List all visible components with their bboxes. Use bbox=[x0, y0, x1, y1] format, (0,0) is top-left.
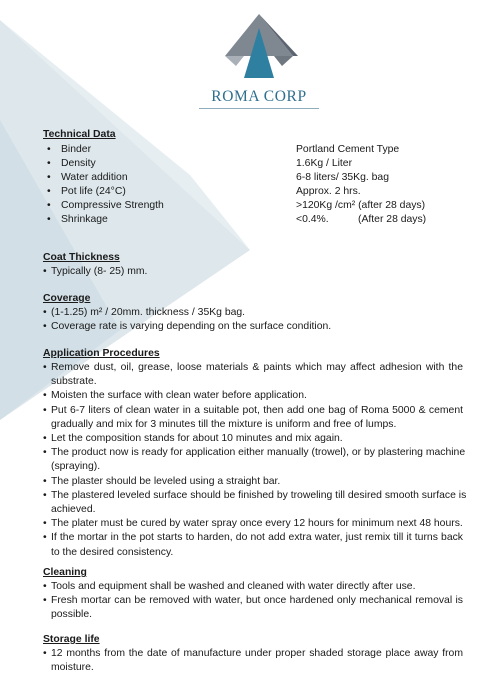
brand-name: ROMA CORP bbox=[211, 88, 307, 105]
list-item-continuation: gradually and mix for 3 minutes till the mixture is uniform and free of lumps. bbox=[51, 418, 397, 430]
bullet-icon: • bbox=[43, 595, 47, 607]
coat-thickness-item: • Typically (8- 25) mm. bbox=[43, 266, 148, 277]
technical-data-values bbox=[296, 143, 426, 227]
bullet-icon: • bbox=[43, 404, 47, 416]
technical-data-properties bbox=[47, 143, 164, 227]
coverage-item: • (1-1.25) m² / 20mm. thickness / 35Kg bag. bbox=[43, 307, 246, 318]
list-item: • Let the composition stands for about 10 minutes and mix again. bbox=[43, 433, 343, 444]
list-item: • Fresh mortar can be removed with water, but once hardened only mechanical removal is bbox=[43, 595, 463, 607]
bullet-icon: • bbox=[47, 158, 51, 169]
technical-data-value: 6-8 liters/ 35Kg. bag bbox=[296, 172, 389, 183]
coverage-item: • Coverage rate is varying depending on the surface condition. bbox=[43, 321, 332, 332]
technical-data-property: • Pot life (24°C) bbox=[47, 186, 126, 197]
technical-data-property: • Density bbox=[47, 158, 96, 169]
technical-data-value: 1.6Kg / Liter bbox=[296, 158, 353, 169]
list-item-continuation: (spraying). bbox=[51, 461, 101, 473]
technical-data-value: <0.4%. (After 28 days) bbox=[296, 214, 427, 225]
bullet-icon: • bbox=[47, 144, 51, 155]
bullet-icon: • bbox=[43, 447, 47, 459]
bullet-icon: • bbox=[47, 172, 51, 183]
technical-data-property: • Binder bbox=[47, 144, 92, 155]
coat-thickness-heading: Coat Thickness bbox=[43, 252, 120, 263]
application-heading: Application Procedures bbox=[43, 348, 160, 359]
storage-heading: Storage life bbox=[43, 634, 100, 645]
technical-data-value: Approx. 2 hrs. bbox=[296, 186, 361, 197]
bullet-icon: • bbox=[47, 200, 51, 211]
list-item: • 12 months from the date of manufacture under proper shaded storage place away from bbox=[43, 648, 463, 659]
list-item-continuation: possible. bbox=[51, 609, 93, 621]
bullet-icon: • bbox=[43, 266, 47, 277]
list-item: • The plastered leveled surface should be finished by troweling till desired smooth surface is bbox=[43, 489, 467, 501]
list-item-continuation: substrate. bbox=[51, 376, 97, 388]
list-item: • Moisten the surface with clean water before application. bbox=[43, 390, 307, 402]
list-item: • If the mortar in the pot starts to harden, do not add extra water, just remix till it turns back bbox=[43, 532, 463, 544]
brand-underline bbox=[199, 108, 319, 109]
technical-data-property: • Shrinkage bbox=[47, 214, 108, 225]
list-item: • Tools and equipment shall be washed and cleaned with water directly after use. bbox=[43, 581, 416, 592]
bullet-icon: • bbox=[43, 321, 47, 332]
technical-data-property: • Compressive Strength bbox=[47, 200, 164, 211]
bullet-icon: • bbox=[43, 532, 47, 544]
list-item: • Put 6-7 liters of clean water in a suitable pot, then add one bag of Roma 5000 & cement bbox=[43, 404, 463, 416]
technical-data-property: • Water addition bbox=[47, 172, 128, 183]
bullet-icon: • bbox=[43, 518, 47, 530]
technical-data-value: >120Kg /cm² (after 28 days) bbox=[296, 200, 426, 211]
bullet-icon: • bbox=[43, 307, 47, 318]
list-item: • The plaster should be leveled using a straight bar. bbox=[43, 475, 281, 487]
list-item: • The product now is ready for application either manually (trowel), or by plastering machine bbox=[43, 447, 466, 459]
bullet-icon: • bbox=[43, 390, 47, 402]
list-item: • The plater must be cured by water spray once every 12 hours for minimum next 48 hours. bbox=[43, 518, 463, 530]
bullet-icon: • bbox=[43, 362, 47, 373]
bullet-icon: • bbox=[43, 475, 47, 487]
list-item-continuation: moisture. bbox=[51, 662, 94, 674]
bullet-icon: • bbox=[43, 581, 47, 592]
bullet-icon: • bbox=[47, 214, 51, 225]
technical-data-heading: Technical Data bbox=[43, 129, 116, 140]
bullet-icon: • bbox=[43, 433, 47, 444]
bullet-icon: • bbox=[47, 186, 51, 197]
bullet-icon: • bbox=[43, 648, 47, 659]
list-item: • Remove dust, oil, grease, loose materials & paints which may affect adhesion with the bbox=[43, 362, 463, 373]
list-item-continuation: to the desired consistency. bbox=[51, 546, 174, 558]
bullet-icon: • bbox=[43, 489, 47, 501]
list-item-continuation: achieved. bbox=[51, 504, 96, 515]
cleaning-heading: Cleaning bbox=[43, 567, 87, 578]
technical-data-value: Portland Cement Type bbox=[296, 144, 400, 155]
coverage-heading: Coverage bbox=[43, 293, 91, 304]
